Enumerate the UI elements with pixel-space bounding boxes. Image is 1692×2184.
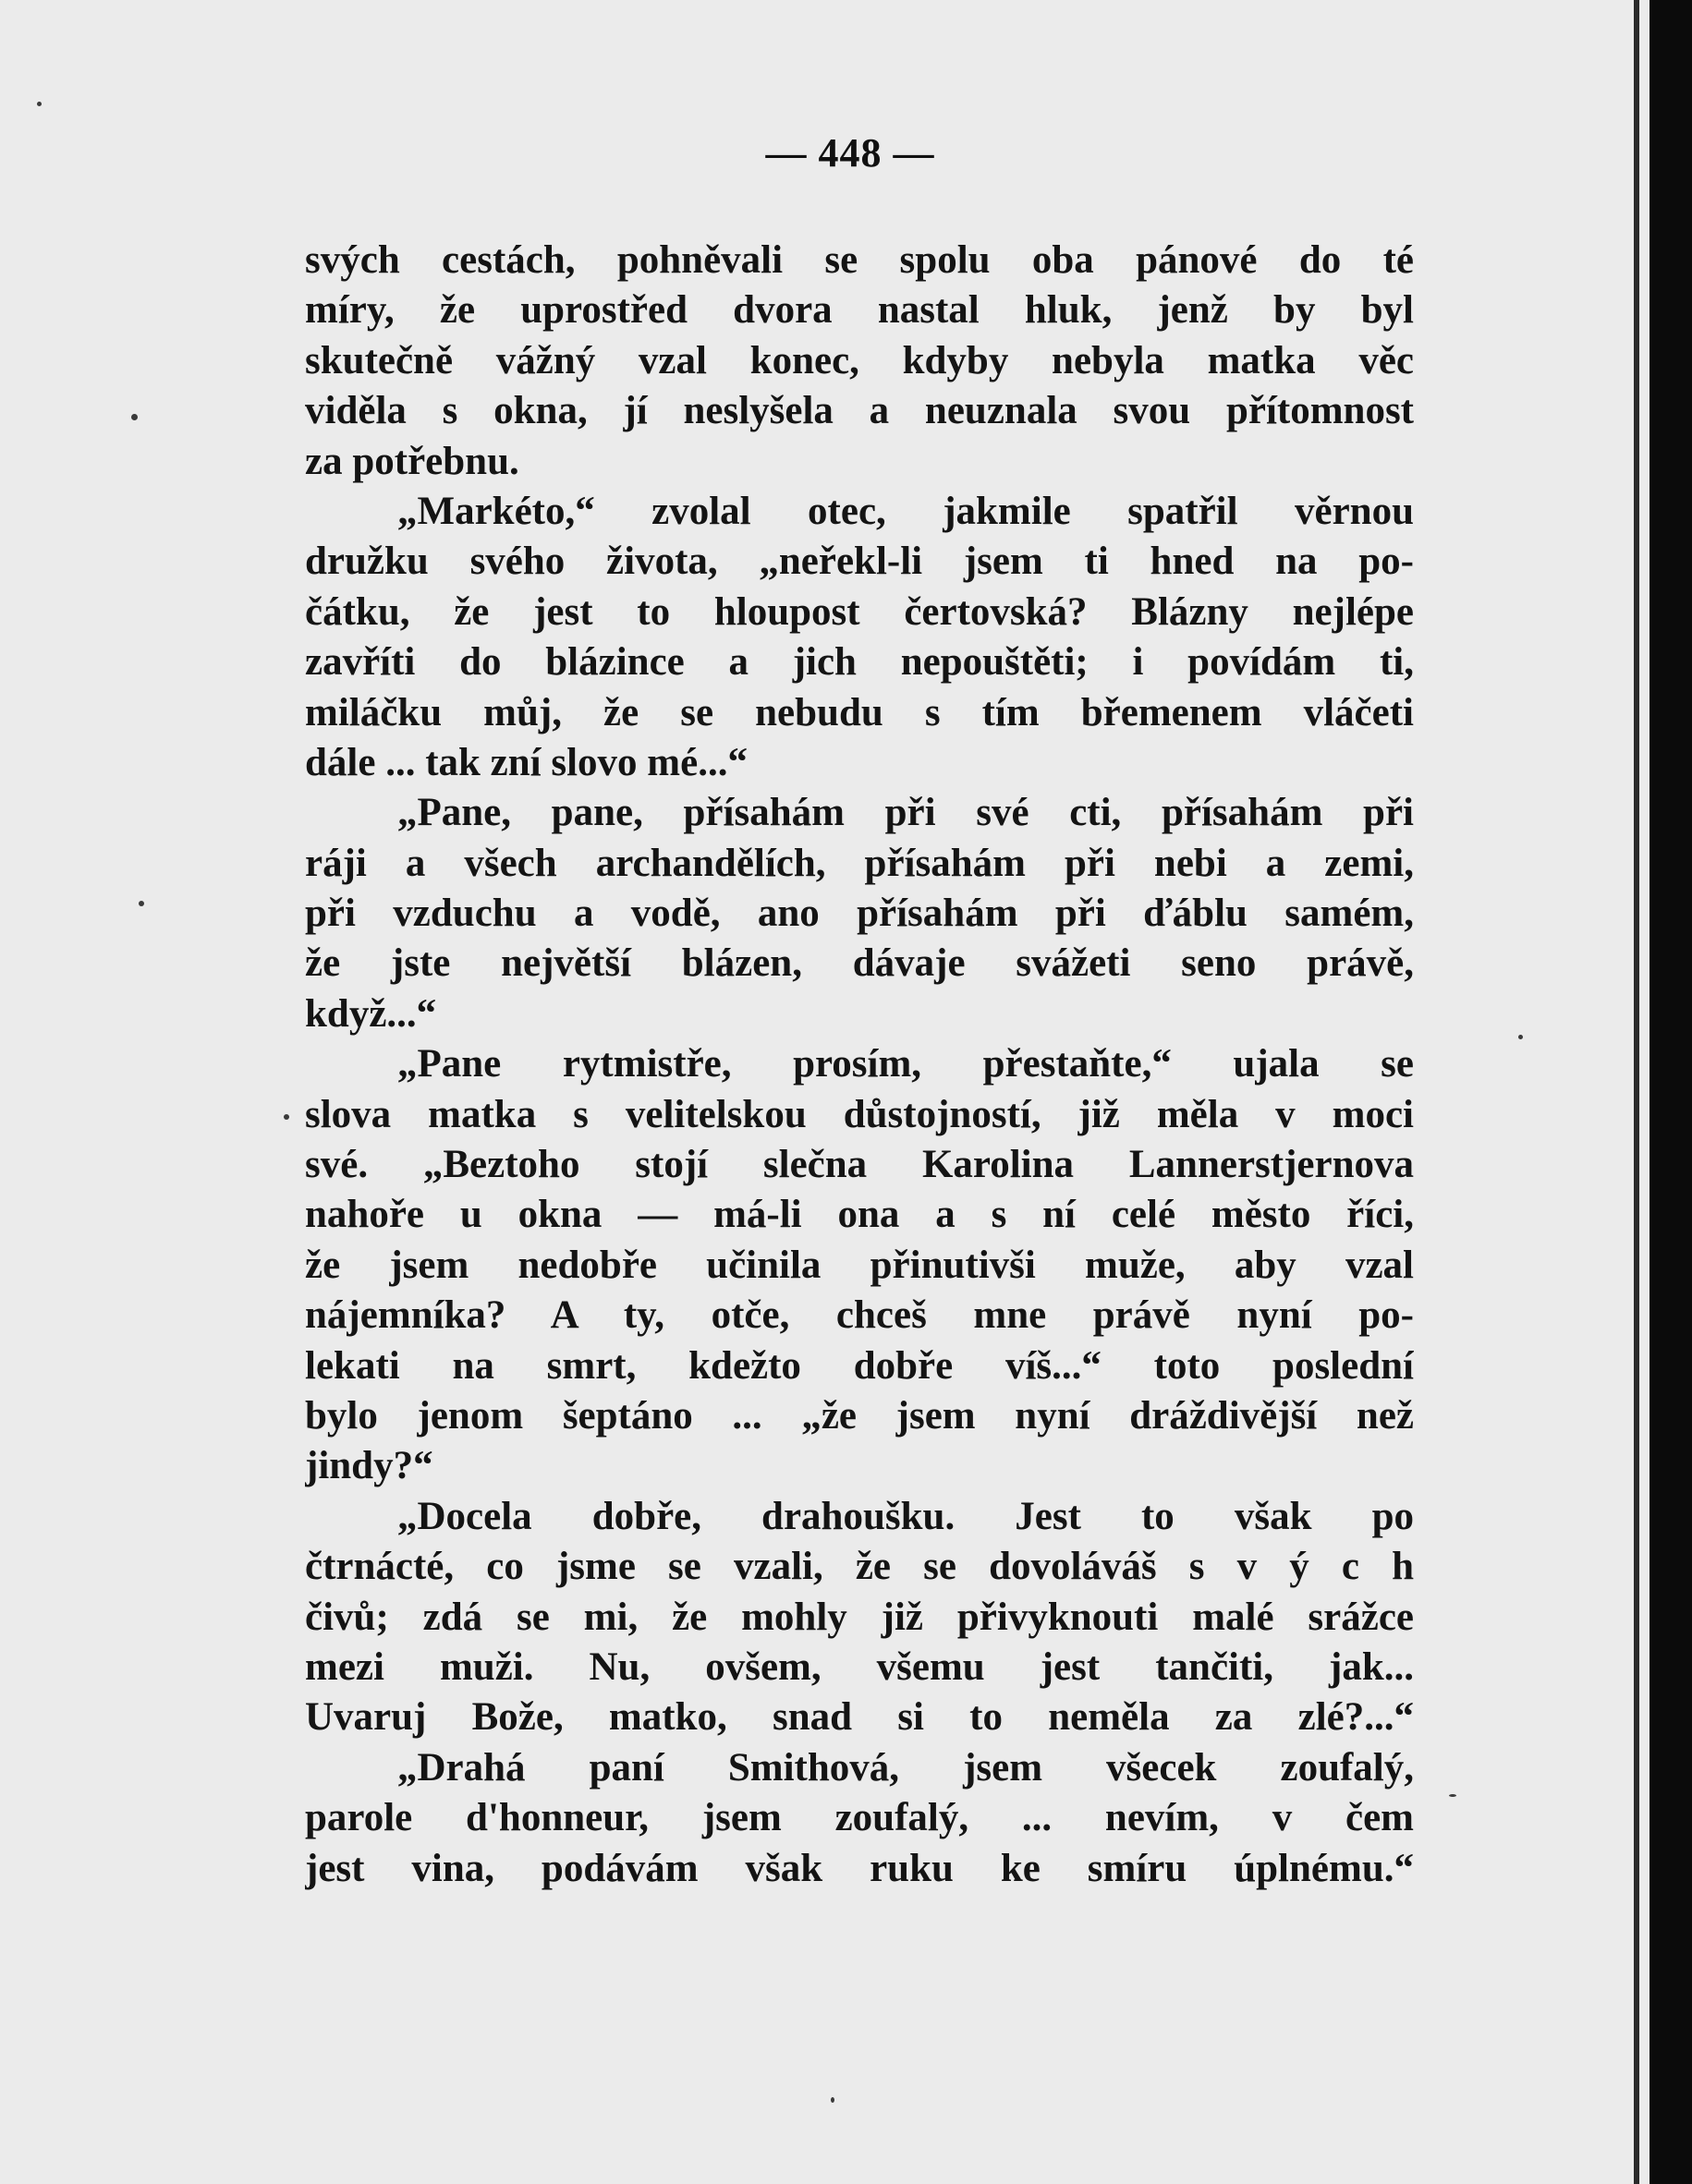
text-line: Uvaruj Bože, matko, snad si to neměla za zlé?...“ [305,1695,1414,1740]
text-line: družku svého života, „neřekl-li jsem ti hned na po- [305,540,1414,584]
text-line: mezi muži. Nu, ovšem, všemu jest tančiti, jak... [305,1644,1414,1689]
text-line: lekati na smrt, kdežto dobře víš...“ toto poslední [305,1343,1414,1388]
print-speck [831,2097,834,2103]
text-line: čivů; zdá se mi, že mohly již přivyknouti malé srážce [305,1595,1414,1639]
text-line: „Markéto,“ zvolal otec, jakmile spatřil věrnou [397,489,1414,533]
text-line: čtrnácté, co jsme se vzali, že se dovoláváš s v ý c h [305,1545,1414,1589]
text-line: své. „Beztoho stojí slečna Karolina Lannerstjernova [305,1143,1414,1187]
print-speck [37,102,42,106]
text-line: jest vina, podávám však ruku ke smíru úplnému.“ [305,1846,1414,1890]
text-line: nahoře u okna — má-li ona a s ní celé město říci, [305,1193,1414,1237]
print-speck [139,901,144,906]
print-speck [284,1114,289,1120]
text-line: za potřebnu. [305,439,519,483]
print-speck [131,414,138,420]
text-line: čátku, že jest to hloupost čertovská? Blázny nejlépe [305,589,1414,634]
text-line: slova matka s velitelskou důstojností, již měla v moci [305,1092,1414,1136]
text-line: bylo jenom šeptáno ... „že jsem nyní dráždivější než [305,1393,1414,1438]
text-line: parole d'honneur, jsem zoufalý, ... nevím, v čem [305,1796,1414,1840]
text-line: „Drahá paní Smithová, jsem všecek zoufalý, [397,1745,1414,1790]
text-line: miláčku můj, že se nebudu s tím břemenem vláčeti [305,690,1414,734]
text-line: že jsem nedobře učinila přinutivši muže, aby vzal [305,1243,1414,1287]
text-line: že jste největší blázen, dávaje svážeti seno právě, [305,941,1414,986]
text-line: míry, že uprostřed dvora nastal hluk, jenž by byl [305,288,1414,333]
text-line: nájemníka? A ty, otče, chceš mne právě nyní po- [305,1293,1414,1338]
print-speck [1449,1794,1456,1797]
text-line: „Pane, pane, přísahám při své cti, přísahám při [397,791,1414,835]
page-edge-shadow [1634,0,1639,2184]
text-line: skutečně vážný vzal konec, kdyby nebyla matka věc [305,338,1414,382]
scan-border [1649,0,1692,2184]
text-line: při vzduchu a vodě, ano přísahám při ďáblu samém, [305,892,1414,936]
body-text [305,236,1414,1894]
text-line: „Pane rytmistře, prosím, přestaňte,“ ujala se [397,1042,1414,1086]
text-line: „Docela dobře, drahoušku. Jest to však po [397,1494,1414,1538]
text-line: svých cestách, pohněvali se spolu oba pánové do té [305,238,1414,282]
text-line: dále ... tak zní slovo mé...“ [305,740,748,784]
text-line: viděla s okna, jí neslyšela a neuznala svou přítomnost [305,389,1414,433]
page-number: — 448 — [765,130,935,176]
text-line: zavříti do blázince a jich nepouštěti; i povídám ti, [305,640,1414,685]
text-line: když...“ [305,991,437,1036]
print-speck [1518,1035,1523,1039]
text-line: ráji a všech archandělích, přísahám při nebi a zemi, [305,841,1414,885]
text-line: jindy?“ [305,1444,433,1488]
